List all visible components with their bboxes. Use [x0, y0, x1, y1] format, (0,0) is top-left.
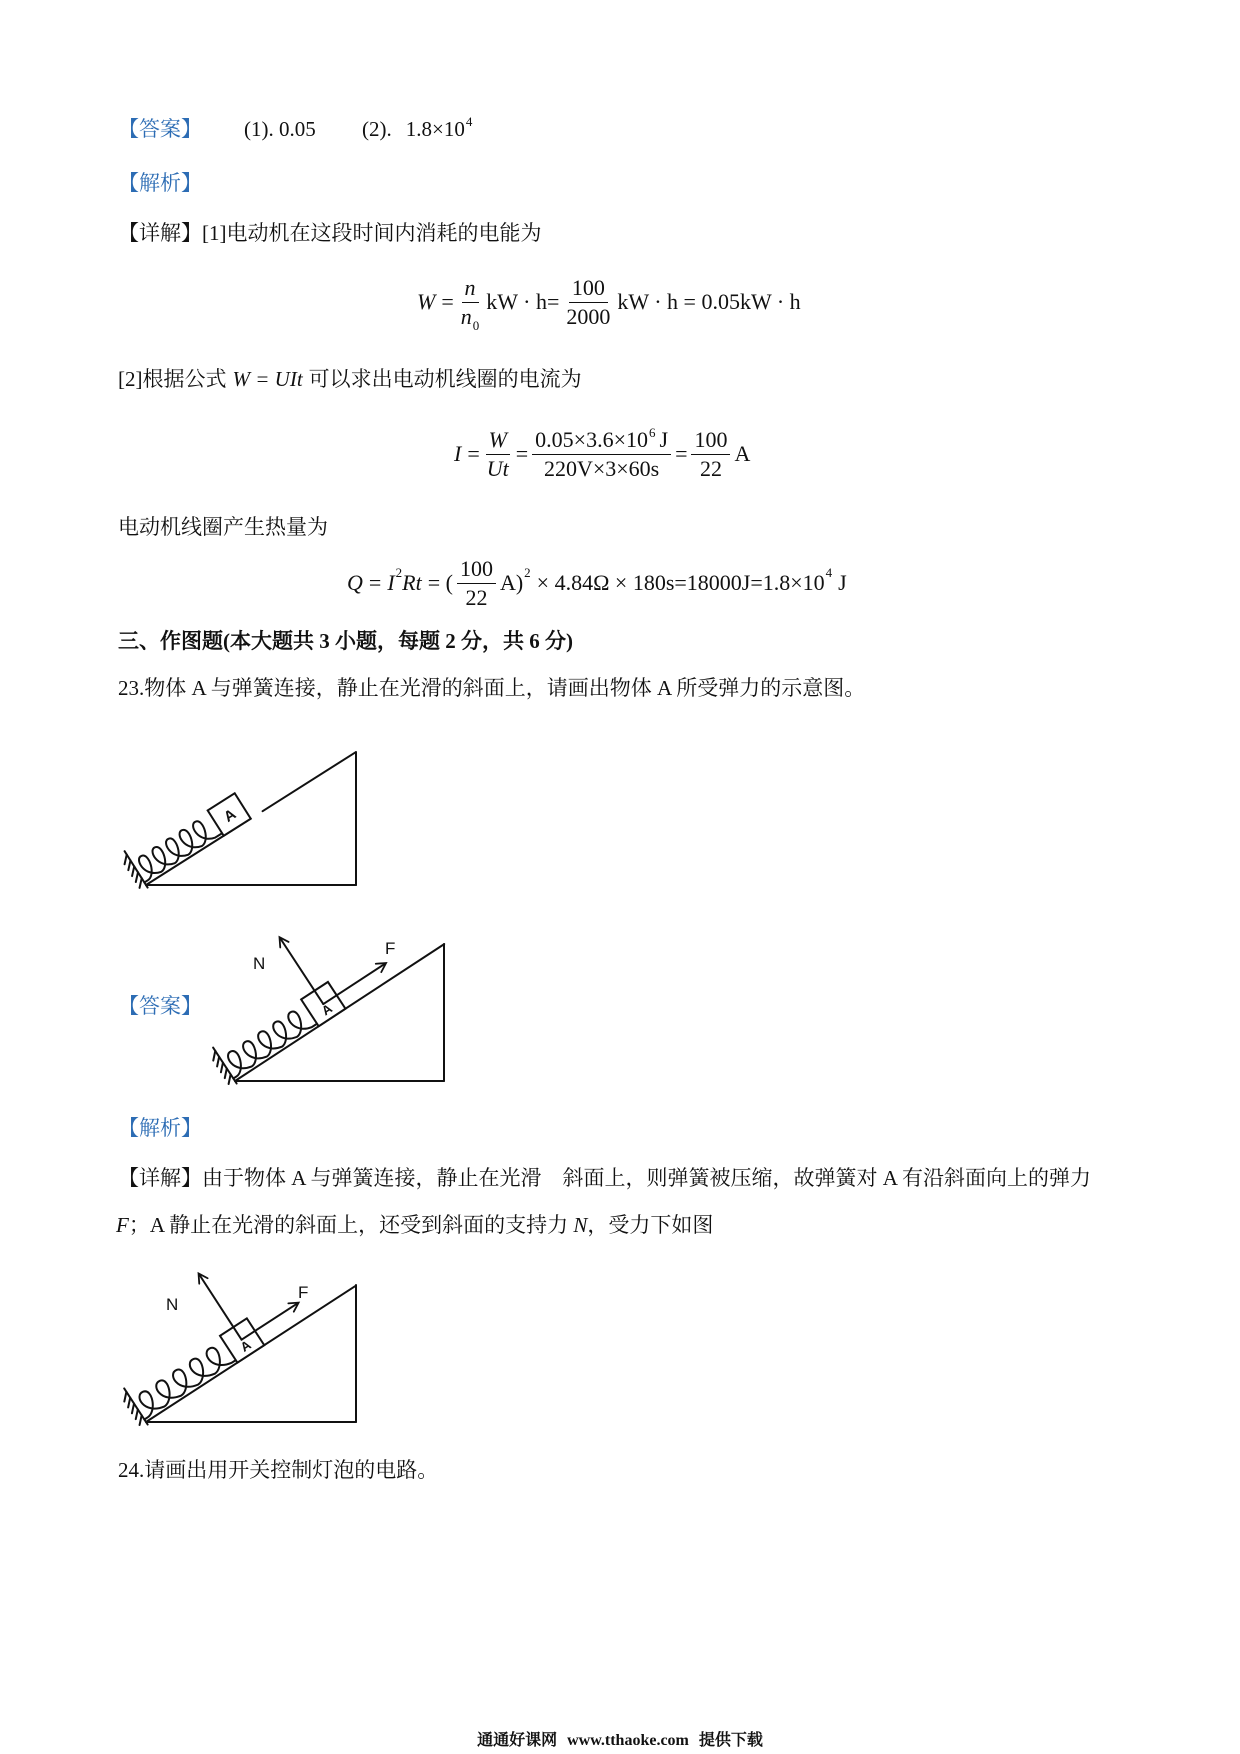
spring: [131, 813, 222, 883]
eq-var-i: I: [387, 570, 395, 595]
fraction-n-over-n0: [458, 274, 483, 331]
eq-var-w: W: [417, 289, 436, 314]
normal-force-label: N: [253, 954, 266, 973]
detail-text-mid: ；A 静止在光滑的斜面上，还受到斜面的支持力: [128, 1213, 574, 1237]
wall-hatch: [121, 855, 146, 888]
equation-energy: [417, 272, 801, 332]
fraction-denominator: n0: [460, 303, 480, 333]
eq-equals: =: [515, 441, 529, 466]
fraction-numerator: 100: [457, 555, 496, 584]
spring-force-arrow: [323, 964, 385, 1005]
question-24: 24.请画出用开关控制灯泡的电路。: [118, 1458, 439, 1482]
fraction-denominator: Ut: [486, 455, 509, 481]
eq-equals: =: [675, 441, 688, 466]
spring-force-arrow: [242, 1303, 298, 1339]
fraction-denominator: 22: [465, 584, 488, 610]
normal-force-arrow: [280, 938, 323, 1004]
normal-force-label: N: [166, 1295, 179, 1314]
numerator-value: 0.05×3.6×10: [535, 426, 648, 452]
answer-label-1: 【答案】: [118, 117, 202, 141]
detail-2-prefix: [2]根据公式: [118, 367, 227, 391]
answer-item-2-label: (2).: [362, 117, 392, 141]
eq-equals: =: [368, 570, 382, 595]
figure-detail-forces: [118, 1271, 363, 1431]
fraction-100-over-22: [457, 555, 496, 612]
detail-text-end: ，受力下如图: [587, 1213, 714, 1237]
spring: [131, 1340, 236, 1420]
block-a-label: A: [237, 1337, 254, 1355]
eq-var-q: Q: [347, 570, 363, 595]
fraction-numerator: n: [462, 274, 479, 303]
detail-line-1: [118, 220, 542, 246]
eq-var-rt: Rt: [402, 570, 422, 595]
detail-label: 【详解】: [118, 1166, 202, 1190]
answer-item-1: (1). 0.05: [244, 117, 316, 141]
detail-2-suffix: 可以求出电动机线圈的电流为: [308, 367, 582, 391]
fraction-numerator: W: [486, 426, 510, 455]
analysis-label-1: 【解析】: [118, 171, 202, 195]
answer-label-2: 【答案】: [118, 994, 202, 1018]
fraction-100-over-2000: [563, 274, 613, 331]
spring-force-label: F: [385, 939, 396, 958]
spring: [220, 1004, 317, 1079]
incline-surface-upper: [263, 752, 356, 811]
block-a-label: A: [220, 805, 240, 826]
fraction-denominator: 22: [699, 455, 722, 481]
detail-label: 【详解】: [118, 221, 202, 245]
equation-current: [454, 424, 750, 484]
analysis-label-2: 【解析】: [118, 1116, 202, 1140]
eq-unit: A: [734, 441, 751, 466]
detail-text: 由于物体 A 与弹簧连接，静止在光滑 斜面上，则弹簧被压缩，故弹簧对 A 有沿斜面向上的弹力: [202, 1166, 1092, 1190]
fraction-energy-over-work: [532, 426, 671, 483]
wall-hatch: [121, 1392, 146, 1425]
incline-frame: [119, 748, 357, 891]
denominator-var: n: [460, 303, 472, 329]
block-a-label: A: [318, 1000, 335, 1019]
var-f: F: [116, 1213, 129, 1237]
fraction-w-over-ut: [484, 426, 512, 483]
eq-equals: =: [467, 441, 480, 466]
fraction-numerator: 100: [569, 274, 608, 303]
eq-result-unit: J: [838, 570, 847, 595]
spring-force-label: F: [298, 1283, 309, 1302]
normal-force-arrow: [199, 1274, 241, 1339]
detail-line-3: [118, 1165, 1091, 1191]
formula-w-uit: W = UIt: [232, 367, 303, 391]
heat-intro: 电动机线圈产生热量为: [118, 515, 328, 539]
eq-unit-close: A): [499, 570, 524, 595]
detail-line-2: [118, 366, 582, 392]
answer-item-2: (2). 1.8×104: [362, 114, 473, 141]
eq-open-paren: = (: [427, 570, 453, 595]
eq-var-i: I: [454, 441, 462, 466]
section-heading: 三、作图题(本大题共 3 小题，每题 2 分，共 6 分): [118, 629, 573, 653]
numerator-unit: J: [659, 426, 669, 452]
incline-frame: [207, 935, 446, 1087]
detail-text: [1]电动机在这段时间内消耗的电能为: [202, 221, 542, 245]
fraction-denominator: 2000: [566, 303, 611, 329]
figure-answer-forces: [207, 935, 452, 1087]
var-n: N: [573, 1213, 588, 1237]
question-23: 23.物体 A 与弹簧连接，静止在光滑的斜面上，请画出物体 A 所受弹力的示意图。: [118, 676, 866, 700]
fraction-numerator: 0.05×3.6×106 J: [532, 426, 671, 455]
eq-unit: kW · h=: [486, 289, 560, 314]
fraction-numerator: 100: [691, 426, 730, 455]
fraction-denominator: 220V×3×60s: [543, 455, 660, 481]
eq-result: kW · h = 0.05kW · h: [617, 289, 801, 314]
incline-frame: [118, 1271, 357, 1428]
figure-question-incline: [112, 748, 372, 893]
equation-heat: Q = I 2 Rt = ( $\frac{100}{22}$ A) 2 × 4.84Ω × 180s=18000J=1.8×10 4 J: [347, 555, 847, 610]
page-footer: 通通好课网 www.tthaoke.com 提供下载: [477, 1732, 763, 1749]
wall-hatch: [209, 1051, 234, 1084]
answer-item-2-base: 1.8×10: [405, 117, 465, 141]
eq-result: × 4.84Ω × 180s=18000J=1.8×10: [536, 570, 825, 595]
fraction-100-over-22: [691, 426, 730, 483]
eq-equals: =: [441, 289, 454, 314]
detail-line-4: [116, 1212, 713, 1238]
